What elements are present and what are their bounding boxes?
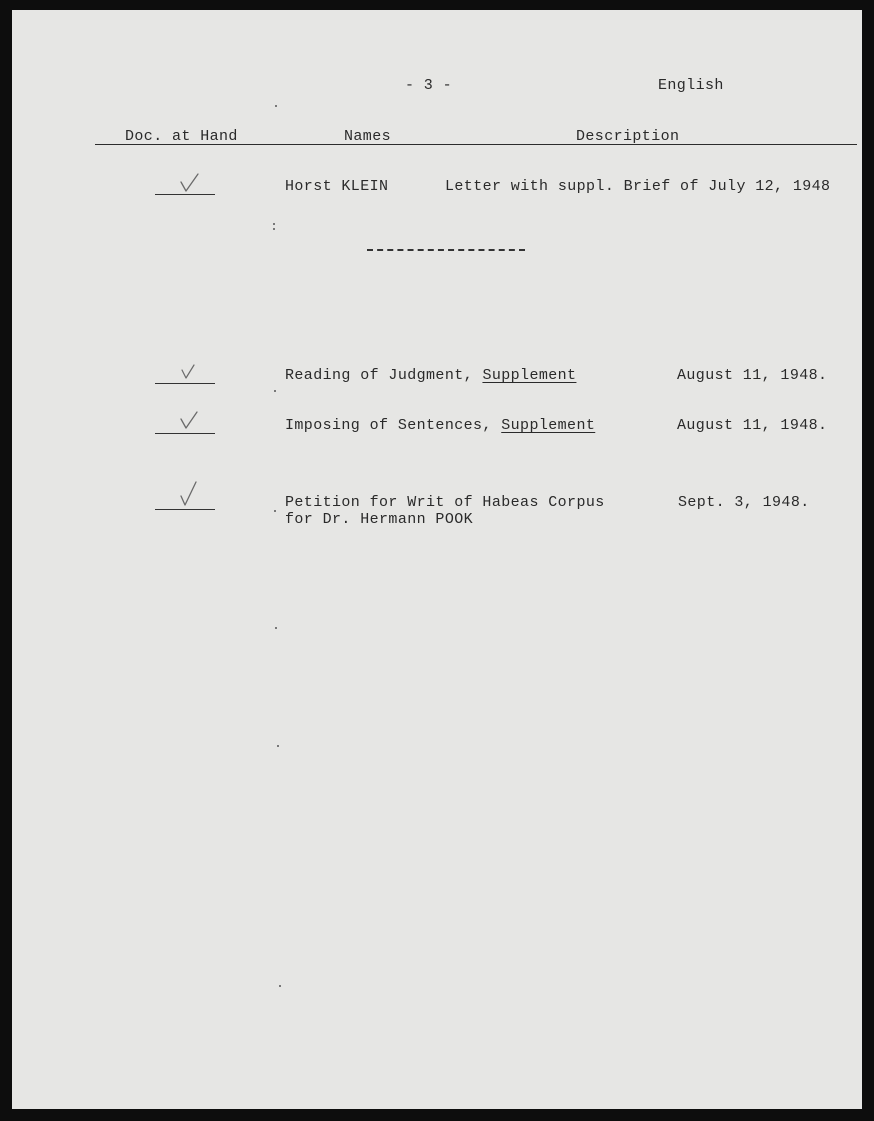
paper-speck: [274, 390, 276, 392]
paper-speck: [273, 228, 275, 230]
paper-speck: [275, 105, 277, 107]
checkmark-icon: [178, 481, 202, 507]
header-rule: [95, 144, 857, 145]
entry-title-text: Reading of Judgment,: [285, 367, 483, 384]
document-page: [12, 10, 862, 1109]
entry-date: Sept. 3, 1948.: [678, 494, 810, 511]
entry-date: August 11, 1948.: [677, 367, 828, 384]
column-header-doc-at-hand: Doc. at Hand: [125, 128, 238, 145]
paper-speck: [277, 745, 279, 747]
doc-at-hand-blank: [155, 194, 215, 195]
paper-speck: [274, 510, 276, 512]
entry-title-line1: Petition for Writ of Habeas Corpus: [285, 494, 605, 511]
language-label: English: [658, 77, 724, 94]
paper-speck: [279, 985, 281, 987]
paper-speck: [273, 223, 275, 225]
doc-at-hand-blank: [155, 509, 215, 510]
entry-title-line2: for Dr. Hermann POOK: [285, 511, 474, 528]
column-header-description: Description: [576, 128, 680, 145]
checkmark-icon: [178, 362, 202, 388]
entry-title-underlined: Supplement: [501, 417, 596, 434]
entry-name: Horst KLEIN: [285, 178, 389, 195]
entry-date: August 11, 1948.: [677, 417, 828, 434]
doc-at-hand-blank: [155, 433, 215, 434]
page-number: - 3 -: [405, 77, 453, 94]
entry-title: [285, 417, 595, 434]
section-separator: [367, 249, 525, 251]
entry-title-underlined: Supplement: [482, 367, 577, 384]
entry-title-text: Imposing of Sentences,: [285, 417, 502, 434]
doc-at-hand-blank: [155, 383, 215, 384]
paper-speck: [275, 627, 277, 629]
column-header-names: Names: [344, 128, 392, 145]
entry-title: [285, 367, 576, 384]
entry-description: Letter with suppl. Brief of July 12, 1948: [445, 178, 831, 195]
